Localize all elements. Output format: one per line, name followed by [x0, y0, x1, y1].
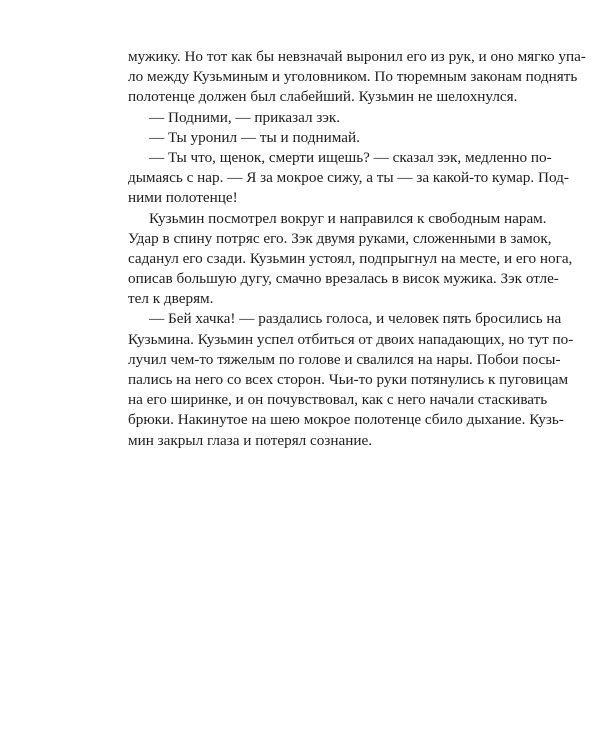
- text-line: пались на него со всех сторон. Чьи-то руки потянулись к пуговицам: [128, 371, 569, 388]
- text-line: брюки. Накинутое на шею мокрое полотенце сбило дыхание. Кузь-: [128, 411, 564, 429]
- text-line: Кузьмина. Кузьмин успел отбиться от двоих нападающих, но тут по-: [128, 330, 574, 348]
- paragraph: [128, 128, 502, 148]
- text-line: саданул его сзади. Кузьмин устоял, подпрыгнул на месте, и его нога,: [128, 249, 573, 267]
- text-line: описав большую дугу, смачно врезалась в висок мужика. Зэк отле-: [128, 270, 559, 288]
- text-line: — Подними, — приказал зэк.: [149, 108, 341, 126]
- paragraph: [128, 148, 569, 209]
- text-line: Кузьмин посмотрел вокруг и направился к свободным нарам.: [149, 209, 547, 227]
- text-line: лучил чем-то тяжелым по голове и свалился на нары. Побои посы-: [128, 350, 561, 368]
- text-line: ло между Кузьминым и уголовником. По тюремным законам поднять: [128, 68, 578, 86]
- text-line: мужику. Но тот как бы невзначай выронил его из рук, и оно мягко упа-: [128, 48, 586, 65]
- text-line: Удар в спину потряс его. Зэк двумя руками, сложенными в замок,: [128, 229, 552, 247]
- text-line: — Бей хачка! — раздались голоса, и человек пять бросились на: [149, 310, 562, 328]
- text-line: полотенце должен был слабейший. Кузьмин не шелохнулся.: [128, 88, 518, 106]
- text-line: — Ты что, щенок, смерти ищешь? — сказал зэк, медленно по-: [149, 148, 552, 166]
- text-line: — Ты уронил — ты и поднимай.: [149, 128, 360, 146]
- paragraph: [128, 47, 586, 108]
- paragraph: [128, 309, 574, 450]
- paragraph: [128, 209, 573, 310]
- text-line: на его ширинке, и он почувствовал, как с него начали стаскивать: [128, 391, 548, 409]
- text-line: дымаясь с нар. — Я за мокрое сижу, а ты — за какой-то кумар. Под-: [128, 169, 569, 187]
- text-line: ними полотенце!: [128, 189, 238, 207]
- book-page: [128, 47, 586, 451]
- text-line: мин закрыл глаза и потерял сознание.: [128, 431, 373, 449]
- text-line: тел к дверям.: [128, 290, 214, 308]
- paragraph: [128, 108, 502, 128]
